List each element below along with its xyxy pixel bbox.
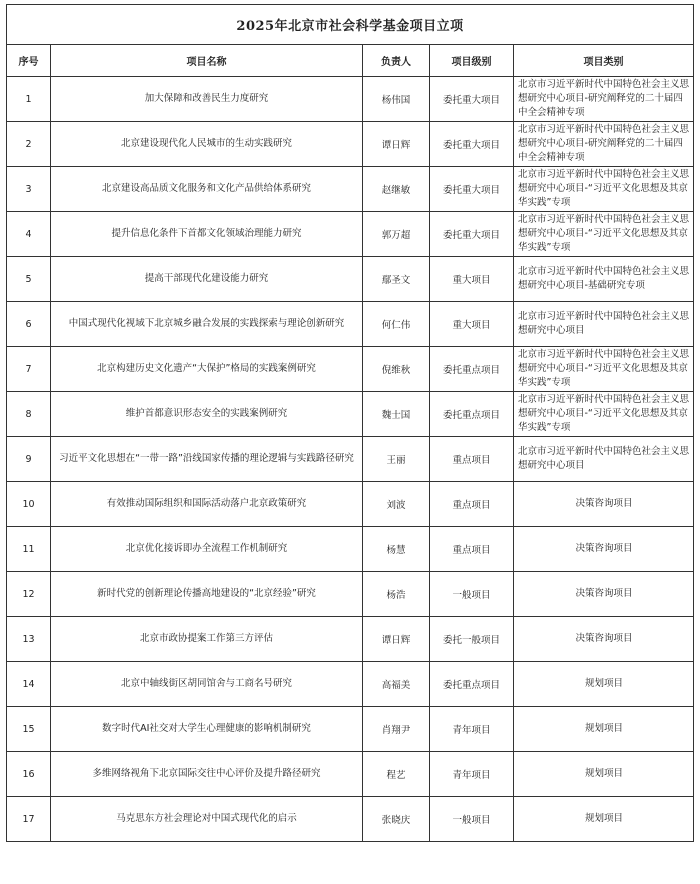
table-row xyxy=(7,437,694,482)
project-level: 重点项目 xyxy=(430,482,514,527)
header-lead: 负责人 xyxy=(363,45,430,77)
project-leader: 肖翔尹 xyxy=(363,707,430,752)
project-level: 重大项目 xyxy=(430,302,514,347)
project-level: 重点项目 xyxy=(430,527,514,572)
project-table xyxy=(6,4,694,842)
project-name: 中国式现代化视域下北京城乡融合发展的实践探索与理论创新研究 xyxy=(51,302,363,347)
project-name: 数字时代AI社交对大学生心理健康的影响机制研究 xyxy=(51,707,363,752)
project-category: 北京市习近平新时代中国特色社会主义思想研究中心项目-基础研究专项 xyxy=(514,257,694,302)
row-number: 6 xyxy=(7,302,51,347)
header-name: 项目名称 xyxy=(51,45,363,77)
project-category: 决策咨询项目 xyxy=(514,482,694,527)
project-level: 青年项目 xyxy=(430,752,514,797)
table-row xyxy=(7,482,694,527)
table-row xyxy=(7,572,694,617)
project-category: 决策咨询项目 xyxy=(514,527,694,572)
project-name: 北京建设现代化人民城市的生动实践研究 xyxy=(51,122,363,167)
project-category: 北京市习近平新时代中国特色社会主义思想研究中心项目-研究阐释党的二十届四中全会精神专项 xyxy=(514,122,694,167)
table-row xyxy=(7,527,694,572)
project-category: 规划项目 xyxy=(514,707,694,752)
row-number: 4 xyxy=(7,212,51,257)
row-number: 2 xyxy=(7,122,51,167)
project-leader: 杨浩 xyxy=(363,572,430,617)
project-leader: 杨伟国 xyxy=(363,77,430,122)
project-leader: 鄢圣文 xyxy=(363,257,430,302)
project-name: 马克思东方社会理论对中国式现代化的启示 xyxy=(51,797,363,842)
project-name: 习近平文化思想在“一带一路”沿线国家传播的理论逻辑与实践路径研究 xyxy=(51,437,363,482)
page-title: 2025年北京市社会科学基金项目立项 xyxy=(7,5,694,45)
row-number: 17 xyxy=(7,797,51,842)
table-row xyxy=(7,752,694,797)
project-level: 委托一般项目 xyxy=(430,617,514,662)
table-row xyxy=(7,347,694,392)
project-level: 委托重大项目 xyxy=(430,167,514,212)
project-name: 提升信息化条件下首都文化领域治理能力研究 xyxy=(51,212,363,257)
project-name: 维护首都意识形态安全的实践案例研究 xyxy=(51,392,363,437)
row-number: 5 xyxy=(7,257,51,302)
project-name: 多维网络视角下北京国际交往中心评价及提升路径研究 xyxy=(51,752,363,797)
project-level: 重大项目 xyxy=(430,257,514,302)
table-row xyxy=(7,392,694,437)
row-number: 9 xyxy=(7,437,51,482)
project-leader: 谭日辉 xyxy=(363,617,430,662)
row-number: 16 xyxy=(7,752,51,797)
row-number: 3 xyxy=(7,167,51,212)
project-category: 北京市习近平新时代中国特色社会主义思想研究中心项目-“习近平文化思想及其京华实践”专项 xyxy=(514,392,694,437)
project-level: 委托重大项目 xyxy=(430,212,514,257)
project-leader: 何仁伟 xyxy=(363,302,430,347)
project-level: 重点项目 xyxy=(430,437,514,482)
project-category: 北京市习近平新时代中国特色社会主义思想研究中心项目-“习近平文化思想及其京华实践”专项 xyxy=(514,347,694,392)
project-level: 委托重大项目 xyxy=(430,77,514,122)
project-category: 决策咨询项目 xyxy=(514,617,694,662)
row-number: 7 xyxy=(7,347,51,392)
row-number: 15 xyxy=(7,707,51,752)
project-category: 北京市习近平新时代中国特色社会主义思想研究中心项目 xyxy=(514,437,694,482)
project-name: 有效推动国际组织和国际活动落户北京政策研究 xyxy=(51,482,363,527)
project-leader: 魏士国 xyxy=(363,392,430,437)
row-number: 8 xyxy=(7,392,51,437)
project-leader: 程艺 xyxy=(363,752,430,797)
table-row xyxy=(7,122,694,167)
project-category: 规划项目 xyxy=(514,797,694,842)
header-no: 序号 xyxy=(7,45,51,77)
header-level: 项目级别 xyxy=(430,45,514,77)
project-leader: 张晓庆 xyxy=(363,797,430,842)
header-category: 项目类别 xyxy=(514,45,694,77)
row-number: 12 xyxy=(7,572,51,617)
project-level: 委托重点项目 xyxy=(430,392,514,437)
project-leader: 高福美 xyxy=(363,662,430,707)
project-leader: 杨慧 xyxy=(363,527,430,572)
project-name: 新时代党的创新理论传播高地建设的“北京经验”研究 xyxy=(51,572,363,617)
project-leader: 郭万超 xyxy=(363,212,430,257)
table-row xyxy=(7,302,694,347)
row-number: 13 xyxy=(7,617,51,662)
row-number: 11 xyxy=(7,527,51,572)
table-row xyxy=(7,797,694,842)
project-category: 北京市习近平新时代中国特色社会主义思想研究中心项目-研究阐释党的二十届四中全会精神专项 xyxy=(514,77,694,122)
project-category: 北京市习近平新时代中国特色社会主义思想研究中心项目 xyxy=(514,302,694,347)
row-number: 10 xyxy=(7,482,51,527)
table-row xyxy=(7,662,694,707)
table-row xyxy=(7,77,694,122)
project-level: 一般项目 xyxy=(430,797,514,842)
project-name: 北京中轴线街区胡同馆舍与工商名号研究 xyxy=(51,662,363,707)
project-leader: 倪维秋 xyxy=(363,347,430,392)
project-level: 委托重大项目 xyxy=(430,122,514,167)
project-category: 规划项目 xyxy=(514,752,694,797)
row-number: 14 xyxy=(7,662,51,707)
project-category: 北京市习近平新时代中国特色社会主义思想研究中心项目-“习近平文化思想及其京华实践”专项 xyxy=(514,212,694,257)
header-row xyxy=(7,45,694,77)
project-category: 规划项目 xyxy=(514,662,694,707)
project-name: 提高干部现代化建设能力研究 xyxy=(51,257,363,302)
project-leader: 赵继敏 xyxy=(363,167,430,212)
project-name: 加大保障和改善民生力度研究 xyxy=(51,77,363,122)
project-leader: 刘波 xyxy=(363,482,430,527)
title-row xyxy=(7,5,694,45)
project-leader: 王丽 xyxy=(363,437,430,482)
project-category: 北京市习近平新时代中国特色社会主义思想研究中心项目-“习近平文化思想及其京华实践”专项 xyxy=(514,167,694,212)
row-number: 1 xyxy=(7,77,51,122)
project-level: 委托重点项目 xyxy=(430,347,514,392)
table-row xyxy=(7,257,694,302)
project-name: 北京优化接诉即办全流程工作机制研究 xyxy=(51,527,363,572)
table-body xyxy=(7,77,694,842)
project-level: 一般项目 xyxy=(430,572,514,617)
project-level: 委托重点项目 xyxy=(430,662,514,707)
table-row xyxy=(7,707,694,752)
project-name: 北京建设高品质文化服务和文化产品供给体系研究 xyxy=(51,167,363,212)
project-level: 青年项目 xyxy=(430,707,514,752)
project-name: 北京市政协提案工作第三方评估 xyxy=(51,617,363,662)
table-row xyxy=(7,212,694,257)
table-row xyxy=(7,617,694,662)
project-leader: 谭日辉 xyxy=(363,122,430,167)
table-row xyxy=(7,167,694,212)
project-category: 决策咨询项目 xyxy=(514,572,694,617)
project-name: 北京构建历史文化遗产“大保护”格局的实践案例研究 xyxy=(51,347,363,392)
